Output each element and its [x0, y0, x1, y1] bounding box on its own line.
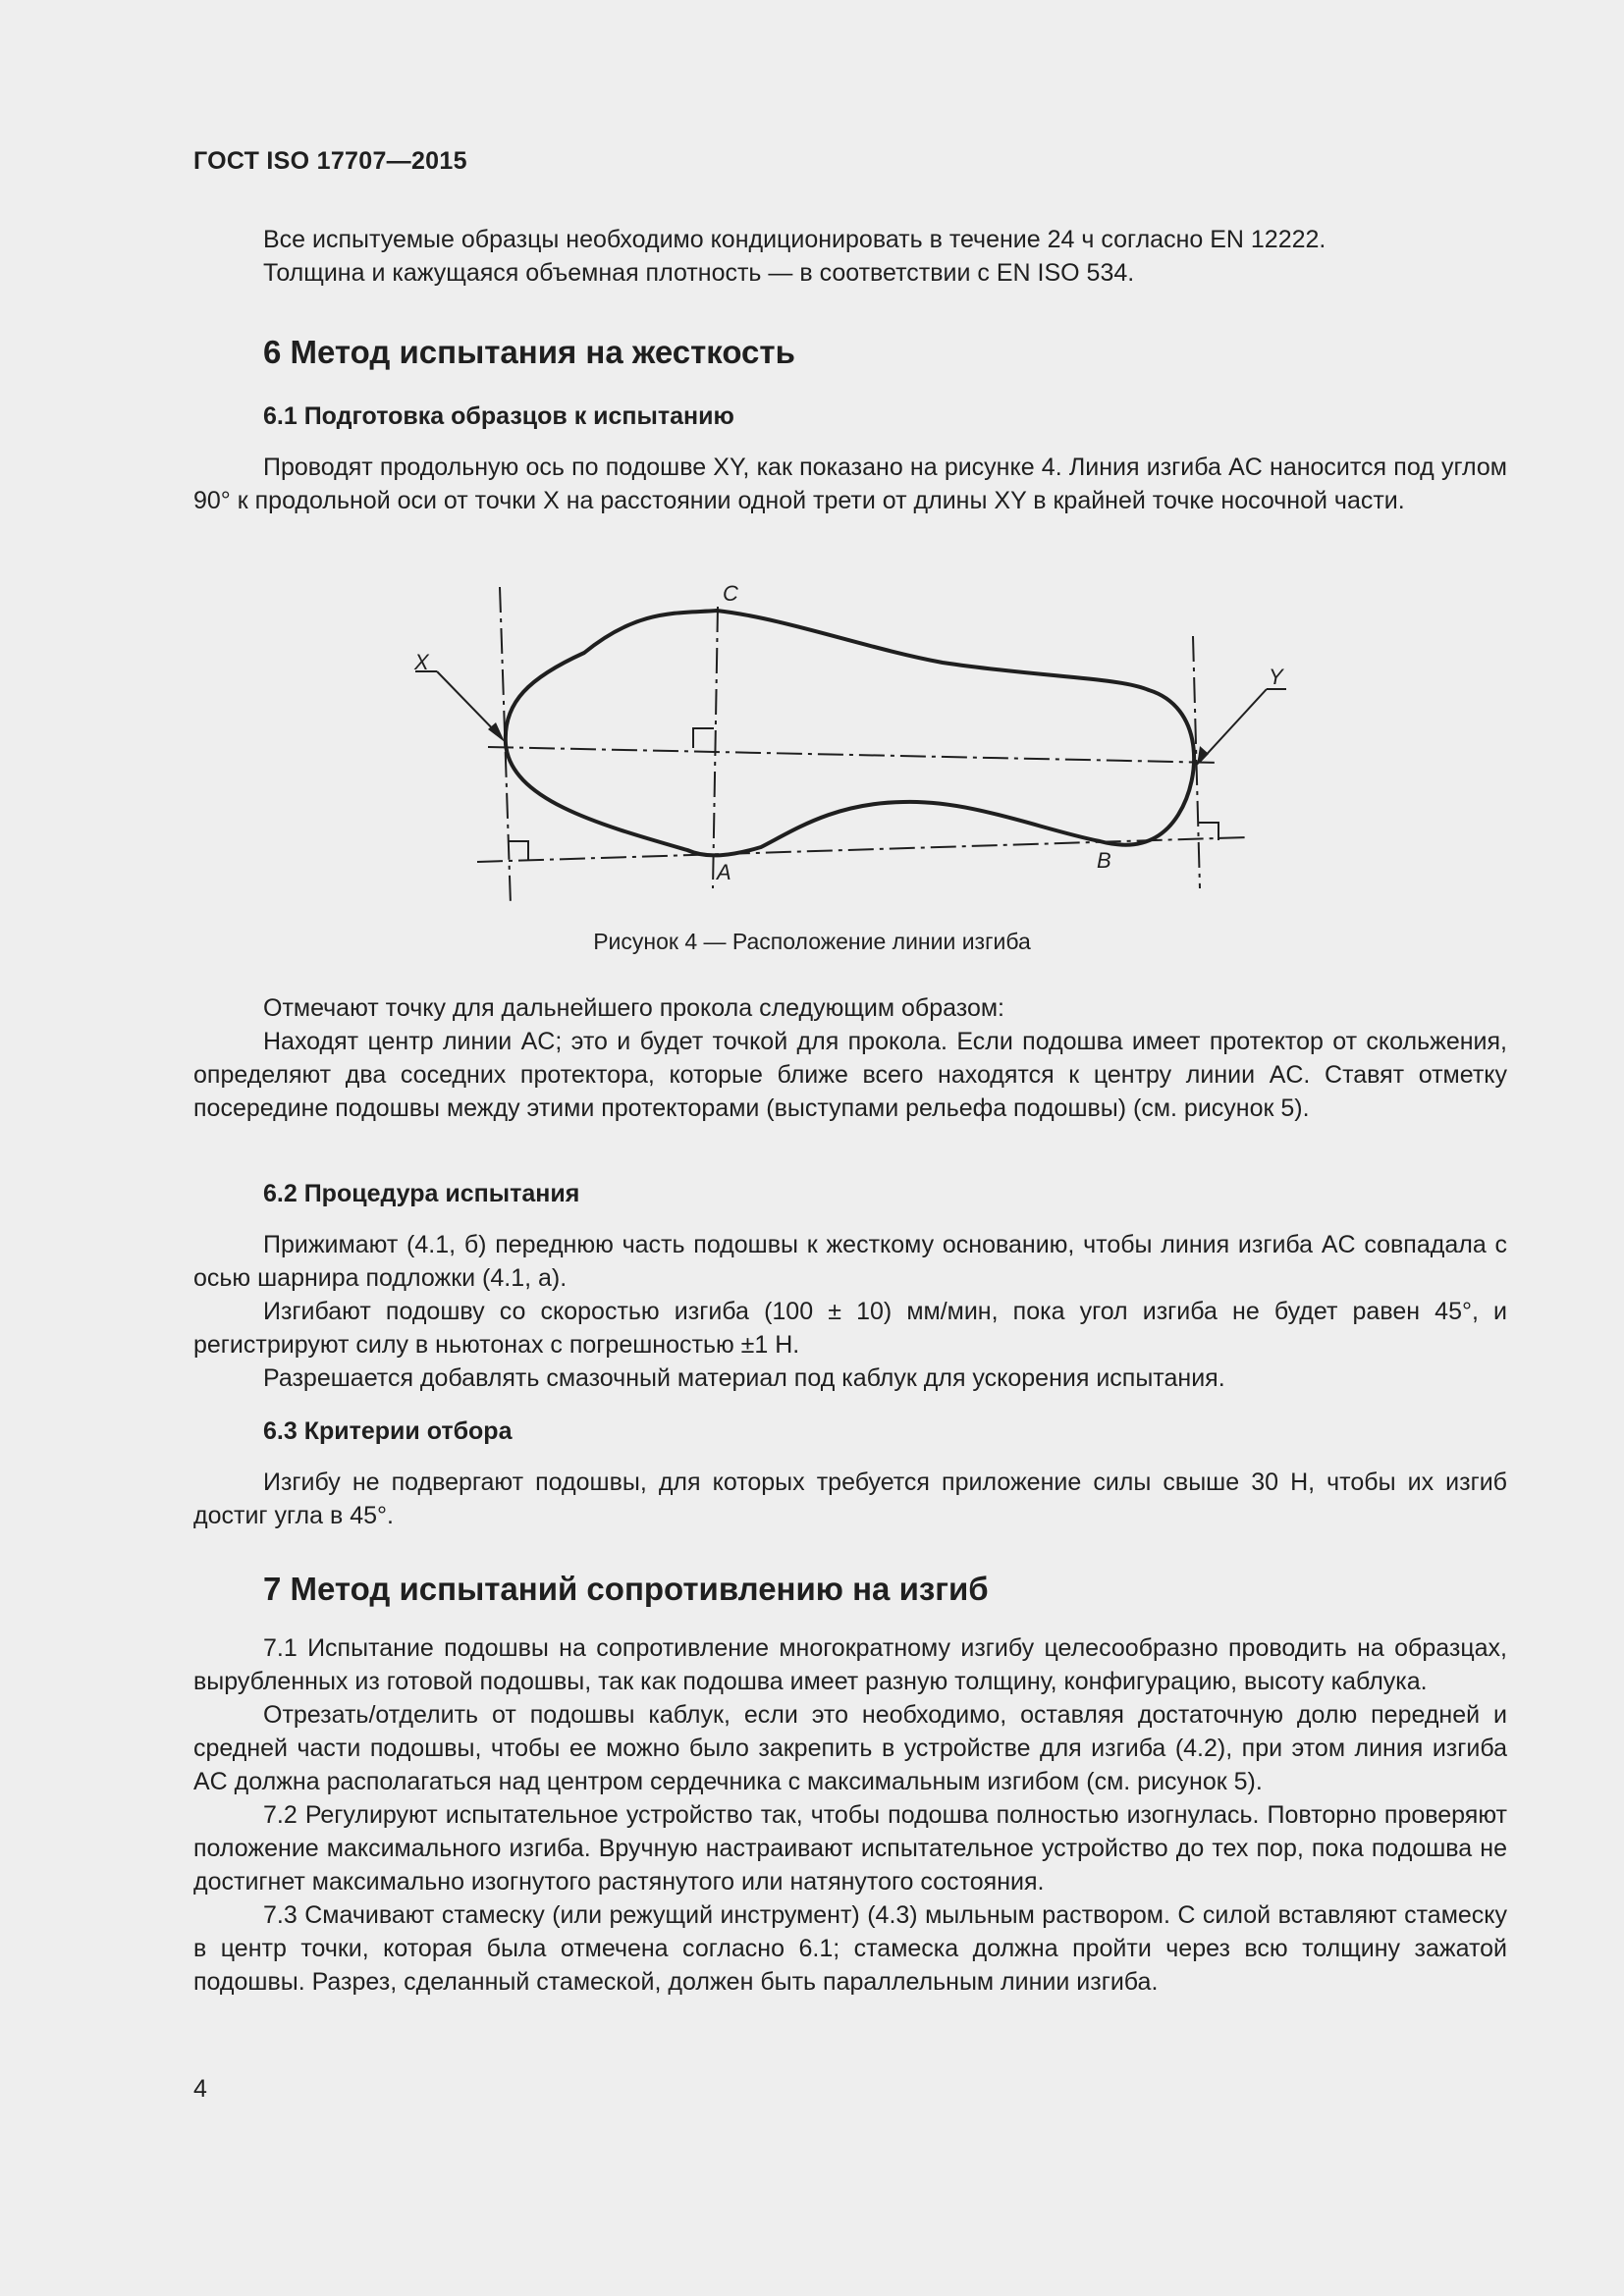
longitudinal-axis-xy [488, 747, 1219, 763]
paragraph: Толщина и кажущаяся объемная плотность — в соответствии с EN ISO 534. [263, 259, 1135, 287]
figure-4-bend-line-diagram [0, 0, 1624, 942]
section-7-text [193, 1631, 1507, 1999]
section-7-heading: 7 Метод испытаний сопротивлению на изгиб [263, 1571, 989, 1607]
bend-line-ac [713, 607, 718, 888]
paragraph: Все испытуемые образцы необходимо кондиционировать в течение 24 ч согласно EN 12222. [263, 226, 1326, 253]
label-y: Y [1269, 665, 1283, 689]
bottom-tangent-line [477, 837, 1247, 862]
subsection-6-2-text [193, 1228, 1507, 1395]
sole-outline [506, 611, 1194, 855]
paragraph: Проводят продольную ось по подошве XY, как показано на рисунке 4. Линия изгиба AC наносится под углом 90° к продольной оси от точки X на расстоянии одной трети от длины XY в крайней точке носочной части. [193, 454, 1507, 514]
post-figure-text [193, 991, 1507, 1125]
paragraph: 7.3 Смачивают стамеску (или режущий инструмент) (4.3) мыльным раствором. С силой вставляют стамеску в центр точки, которая была отмечена согласно 6.1; стамеска должна пройти через всю толщину зажатой подошвы. Разрез, сделанный стамеской, должен быть параллельным линии изгиба. [193, 1901, 1507, 1996]
paragraph: Разрешается добавлять смазочный материал под каблук для ускорения испытания. [263, 1364, 1225, 1392]
subsection-6-1-heading: 6.1 Подготовка образцов к испытанию [263, 402, 734, 430]
subsection-6-2-heading: 6.2 Процедура испытания [263, 1180, 580, 1207]
leader-line-y [1200, 689, 1267, 762]
subsection-6-3-heading: 6.3 Критерии отбора [263, 1417, 513, 1445]
figure-caption: Рисунок 4 — Расположение линии изгиба [593, 929, 1031, 954]
paragraph: 7.1 Испытание подошвы на сопротивление многократному изгибу целесообразно проводить на образцах, вырубленных из готовой подошвы, так как подошва имеет разную толщину, конфигурацию, высоту каблука. [193, 1634, 1507, 1695]
right-angle-marker [693, 728, 714, 748]
paragraph: Изгибу не подвергают подошвы, для которых требуется приложение силы свыше 30 Н, чтобы их изгиб достиг угла в 45°. [193, 1468, 1507, 1529]
label-b: B [1097, 848, 1111, 873]
paragraph: Изгибают подошву со скоростью изгиба (100 ± 10) мм/мин, пока угол изгиба не будет равен 45°, и регистрируют силу в ньютонах с погрешностью ±1 Н. [193, 1298, 1507, 1359]
right-angle-marker [509, 841, 528, 860]
right-angle-marker [1198, 823, 1218, 840]
paragraph: Находят центр линии AC; это и будет точкой для прокола. Если подошва имеет протектор от скольжения, определяют два соседних протектора, которые ближе всего находятся к центру линии AC. Ставят отметку посередине подошвы между этими протекторами (выступами рельефа подошвы) (см. рисунок 5). [193, 1028, 1507, 1122]
label-x: X [414, 650, 429, 674]
page-number: 4 [193, 2075, 207, 2103]
paragraph: Прижимают (4.1, б) переднюю часть подошвы к жесткому основанию, чтобы линия изгиба AC совпадала с осью шарнира подложки (4.1, а). [193, 1231, 1507, 1292]
paragraph: 7.2 Регулируют испытательное устройство так, чтобы подошва полностью изогнулась. Повторно проверяют положение максимального изгиба. Вручную настраивают испытательное устройство до тех пор, пока подошва не достигнет максимально изогнутого растянутого или натянутого состояния. [193, 1801, 1507, 1896]
document-header: ГОСТ ISO 17707—2015 [193, 147, 467, 175]
paragraph: Отмечают точку для дальнейшего прокола следующим образом: [263, 994, 1004, 1022]
label-c: C [723, 581, 738, 606]
label-a: A [717, 860, 731, 884]
subsection-6-3-text [193, 1466, 1507, 1532]
paragraph: Отрезать/отделить от подошвы каблук, если это необходимо, оставляя достаточную долю передней и средней части подошвы, чтобы ее можно было закрепить в устройстве для изгиба (4.2), при этом линия изгиба AC должна располагаться над центром сердечника с максимальным изгибом (см. рисунок 5). [193, 1701, 1507, 1795]
section-6-heading: 6 Метод испытания на жесткость [263, 334, 795, 370]
